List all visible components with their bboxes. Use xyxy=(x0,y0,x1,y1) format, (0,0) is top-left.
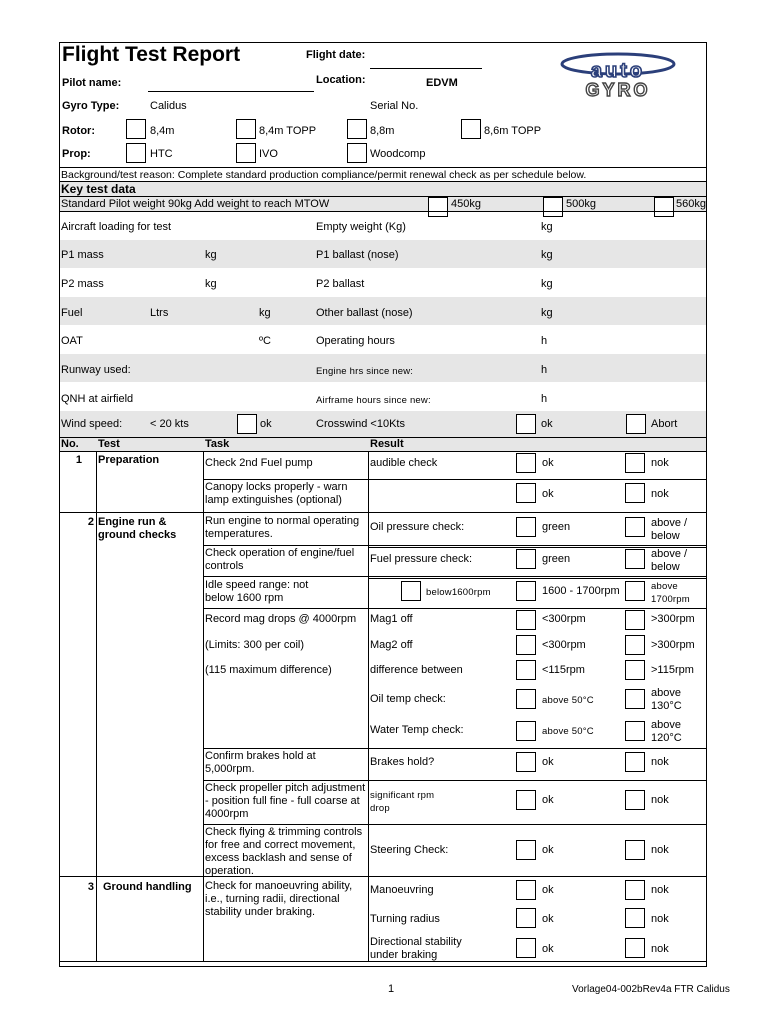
task-text: Check 2nd Fuel pump xyxy=(205,457,313,469)
divider xyxy=(59,167,707,168)
opt-b-label: nok xyxy=(651,844,669,856)
opt-a-label: above 50°C xyxy=(542,695,594,706)
opt-a-checkbox[interactable] xyxy=(516,938,536,958)
location-label: Location: xyxy=(316,74,366,86)
crosswind-label: Crosswind <10Kts xyxy=(316,418,405,430)
opt-a-label: ok xyxy=(542,913,554,925)
result-text: audible check xyxy=(370,457,438,469)
unit-kg: kg xyxy=(205,278,217,290)
pilot-weight-text: Standard Pilot weight 90kg Add weight to reach MTOW xyxy=(61,198,330,210)
row-line xyxy=(368,578,707,579)
opt-a-checkbox[interactable] xyxy=(516,790,536,810)
mtow-option-label: 500kg xyxy=(566,198,596,210)
row-line xyxy=(203,824,707,825)
section-number: 1 xyxy=(75,454,82,466)
opt-b-label: above 120°C xyxy=(651,719,682,744)
opt-b-checkbox[interactable] xyxy=(625,635,645,655)
opt-b-checkbox[interactable] xyxy=(625,721,645,741)
row-line xyxy=(203,608,707,609)
other-ballast-label: Other ballast (nose) xyxy=(316,307,413,319)
prop-woodcomp-checkbox[interactable] xyxy=(347,143,367,163)
opt-b-checkbox[interactable] xyxy=(625,752,645,772)
row-line xyxy=(203,545,707,546)
opt-b-label: nok xyxy=(651,457,669,469)
abort-label: Abort xyxy=(651,418,678,430)
gyro-type-label: Gyro Type: xyxy=(62,100,120,112)
opt-a-label: <300rpm xyxy=(542,613,586,625)
flight-date-field[interactable] xyxy=(370,68,482,69)
engine-hrs-label: Engine hrs since new: xyxy=(316,366,414,377)
form-title: Flight Test Report xyxy=(62,43,241,66)
ok-label: ok xyxy=(260,418,272,430)
rotor-8-6m-topp-checkbox[interactable] xyxy=(461,119,481,139)
opt-b-checkbox[interactable] xyxy=(625,483,645,503)
pilot-name-label: Pilot name: xyxy=(62,77,122,89)
opt-a-checkbox[interactable] xyxy=(516,721,536,741)
row-line xyxy=(203,748,707,749)
prop-ivo-checkbox[interactable] xyxy=(236,143,256,163)
section-divider xyxy=(59,512,707,513)
col-line xyxy=(368,451,369,961)
task-text: Check propeller pitch adjustment - position full fine - full coarse at 4000rpm xyxy=(205,782,366,820)
oat-label: OAT xyxy=(61,335,83,347)
rotor-option-label: 8,6m TOPP xyxy=(484,125,542,137)
opt-a-checkbox[interactable] xyxy=(516,880,536,900)
p1-mass-label: P1 mass xyxy=(61,249,104,261)
rotor-8-8m-checkbox[interactable] xyxy=(347,119,367,139)
col-result-header: Result xyxy=(370,438,404,450)
result-text: Oil pressure check: xyxy=(370,521,465,533)
prop-option-label: IVO xyxy=(259,148,278,160)
section-number: 3 xyxy=(87,881,94,893)
section-name: Ground handling xyxy=(103,881,192,893)
result-text: Turning radius xyxy=(370,913,440,925)
opt-a-checkbox[interactable] xyxy=(516,610,536,630)
result-text: Manoeuvring xyxy=(370,884,434,896)
row-line xyxy=(203,780,707,781)
task-text: Idle speed range: not below 1600 rpm xyxy=(205,579,309,604)
col-no-header: No. xyxy=(61,438,79,450)
background-reason: Background/test reason: Complete standard production compliance/permit renewal check as per schedule below. xyxy=(61,169,587,181)
unit-kg: kg xyxy=(541,307,553,319)
section-name: Preparation xyxy=(98,454,160,466)
opt-a-label: ok xyxy=(542,457,554,469)
gyro-type-value: Calidus xyxy=(150,100,187,112)
opt-a-checkbox[interactable] xyxy=(516,635,536,655)
result-text: below1600rpm xyxy=(426,587,491,598)
opt-a-label: ok xyxy=(542,943,554,955)
opt-b-checkbox[interactable] xyxy=(625,549,645,569)
unit-ltrs: Ltrs xyxy=(150,307,169,319)
col-task-header: Task xyxy=(205,438,230,450)
wind-speed-label: Wind speed: xyxy=(61,418,123,430)
opt-b-label: above 130°C xyxy=(651,687,682,712)
unit-kg: kg xyxy=(541,249,553,261)
opt-a-checkbox[interactable] xyxy=(516,549,536,569)
opt-a-checkbox[interactable] xyxy=(516,517,536,537)
opt-a-checkbox[interactable] xyxy=(516,752,536,772)
opt-b-label: above 1700rpm xyxy=(651,581,690,605)
opt-b-checkbox[interactable] xyxy=(625,610,645,630)
opt-b-checkbox[interactable] xyxy=(625,581,645,601)
opt-a-label: ok xyxy=(542,794,554,806)
qnh-label: QNH at airfield xyxy=(61,393,134,405)
opt-a-checkbox[interactable] xyxy=(516,689,536,709)
result-text: Brakes hold? xyxy=(370,756,435,768)
opt-a-checkbox[interactable] xyxy=(516,581,536,601)
rotor-option-label: 8,4m TOPP xyxy=(259,125,317,137)
unit-kg: kg xyxy=(205,249,217,261)
aircraft-loading-label: Aircraft loading for test xyxy=(61,221,172,233)
mtow-option-label: 560kg xyxy=(676,198,706,210)
unit-deg-c: ºC xyxy=(259,335,271,347)
opt-a-label: 1600 - 1700rpm xyxy=(542,585,620,597)
crosswind-abort-checkbox[interactable] xyxy=(626,414,646,434)
prop-htc-checkbox[interactable] xyxy=(126,143,146,163)
opt-b-label: above / below xyxy=(651,517,688,542)
rotor-8-4m-checkbox[interactable] xyxy=(126,119,146,139)
opt-b-label: above / below xyxy=(651,548,688,573)
opt-a-label: <115rpm xyxy=(542,664,585,676)
opt-a-label: green xyxy=(542,553,571,565)
row-line xyxy=(203,479,707,480)
p1-ballast-label: P1 ballast (nose) xyxy=(316,249,399,261)
task-text: Confirm brakes hold at 5,000rpm. xyxy=(205,750,316,775)
mtow-450-checkbox[interactable] xyxy=(428,197,448,217)
p2-mass-label: P2 mass xyxy=(61,278,104,290)
task-text: Canopy locks properly - warn lamp extinguishes (optional) xyxy=(205,481,348,506)
runway-label: Runway used: xyxy=(61,364,131,376)
task-text: Check operation of engine/fuel controls xyxy=(205,547,355,572)
opt-a-checkbox[interactable] xyxy=(516,908,536,928)
unit-kg: kg xyxy=(541,278,553,290)
col-test-header: Test xyxy=(98,438,120,450)
result-text: Oil temp check: xyxy=(370,693,446,705)
prop-option-label: HTC xyxy=(150,148,173,160)
opt-a-checkbox[interactable] xyxy=(516,660,536,680)
opt-a-label: ok xyxy=(542,488,554,500)
opt-b-label: >300rpm xyxy=(651,639,695,651)
p2-ballast-label: P2 ballast xyxy=(316,278,365,290)
opt-b-label: nok xyxy=(651,488,669,500)
result-text: Water Temp check: xyxy=(370,724,464,736)
key-test-heading-bg xyxy=(60,182,706,196)
opt-b-checkbox[interactable] xyxy=(625,689,645,709)
opt-b-checkbox[interactable] xyxy=(625,880,645,900)
opt-b-label: nok xyxy=(651,756,669,768)
pilot-name-field[interactable] xyxy=(148,91,314,92)
col-line xyxy=(203,451,204,961)
opt-a-checkbox[interactable] xyxy=(516,483,536,503)
wind-ok-checkbox[interactable] xyxy=(237,414,257,434)
section-name: Engine run & ground checks xyxy=(98,516,177,541)
unit-h: h xyxy=(541,393,548,405)
opt-a-label: above 50°C xyxy=(542,726,594,737)
opt-b-label: nok xyxy=(651,943,669,955)
opt-a-label: ok xyxy=(542,756,554,768)
mtow-560-checkbox[interactable] xyxy=(654,197,674,217)
ok-label: ok xyxy=(541,418,553,430)
rotor-8-4m-topp-checkbox[interactable] xyxy=(236,119,256,139)
section-number: 2 xyxy=(87,516,94,528)
task-text: (Limits: 300 per coil) xyxy=(205,639,305,651)
result-text: Directional stability under braking xyxy=(370,936,462,961)
unit-kg: kg xyxy=(541,221,553,233)
doc-reference: Vorlage04-002bRev4a FTR Calidus xyxy=(572,984,730,995)
serial-label: Serial No. xyxy=(370,100,419,112)
section-divider xyxy=(59,876,707,877)
result-text: significant rpm drop xyxy=(370,790,435,814)
opt-b-label: nok xyxy=(651,884,669,896)
opt-a-checkbox[interactable] xyxy=(516,453,536,473)
task-text: (115 maximum difference) xyxy=(205,664,332,676)
fuel-label: Fuel xyxy=(61,307,83,319)
rotor-label: Rotor: xyxy=(62,125,95,137)
result-text: difference between xyxy=(370,664,463,676)
opt-b-checkbox[interactable] xyxy=(625,840,645,860)
divider xyxy=(59,211,707,212)
opt-b-checkbox[interactable] xyxy=(625,660,645,680)
crosswind-ok-checkbox[interactable] xyxy=(516,414,536,434)
result-text: Mag1 off xyxy=(370,613,413,625)
operating-hours-label: Operating hours xyxy=(316,335,395,347)
mtow-option-label: 450kg xyxy=(451,198,481,210)
unit-h: h xyxy=(541,364,548,376)
wind-limit: < 20 kts xyxy=(150,418,189,430)
page-number: 1 xyxy=(388,983,395,995)
opt-b-checkbox[interactable] xyxy=(625,790,645,810)
opt-b-checkbox[interactable] xyxy=(625,517,645,537)
opt-b-label: >115rpm xyxy=(651,664,694,676)
opt-b-checkbox[interactable] xyxy=(625,938,645,958)
autogyro-logo xyxy=(558,44,678,100)
logo-text-bottom: GYRO xyxy=(585,80,651,100)
opt-b-label: >300rpm xyxy=(651,613,695,625)
task-text: Check flying & trimming controls for free and correct movement, excess backlash and sense of operation. xyxy=(205,826,363,877)
opt-b-checkbox[interactable] xyxy=(625,453,645,473)
opt-a-label: ok xyxy=(542,844,554,856)
opt-b-label: nok xyxy=(651,913,669,925)
rotor-option-label: 8,4m xyxy=(150,125,175,137)
empty-weight-label: Empty weight (Kg) xyxy=(316,221,406,233)
opt-a-label: ok xyxy=(542,884,554,896)
opt-a-label: <300rpm xyxy=(542,639,586,651)
opt-a-label: green xyxy=(542,521,571,533)
opt-b-label: nok xyxy=(651,794,669,806)
unit-kg: kg xyxy=(259,307,271,319)
task-text: Run engine to normal operating temperatures. xyxy=(205,515,360,540)
result-text: Mag2 off xyxy=(370,639,413,651)
opt-a-checkbox[interactable] xyxy=(516,840,536,860)
result-text: Fuel pressure check: xyxy=(370,553,473,565)
result-text: Steering Check: xyxy=(370,844,449,856)
rotor-option-label: 8,8m xyxy=(370,125,395,137)
opt-b-checkbox[interactable] xyxy=(625,908,645,928)
prop-option-label: Woodcomp xyxy=(370,148,426,160)
mtow-500-checkbox[interactable] xyxy=(543,197,563,217)
task-text: Record mag drops @ 4000rpm xyxy=(205,613,357,625)
below1600-checkbox[interactable] xyxy=(401,581,421,601)
task-text: Check for manoeuvring ability, i.e., turning radii, directional stability under braking. xyxy=(205,880,353,918)
key-test-heading: Key test data xyxy=(61,182,136,196)
prop-label: Prop: xyxy=(62,148,91,160)
col-line xyxy=(96,451,97,961)
row-line xyxy=(203,576,707,577)
unit-h: h xyxy=(541,335,548,347)
logo-text-top: auto xyxy=(590,60,646,82)
divider xyxy=(59,451,707,452)
location-value: EDVM xyxy=(426,77,458,89)
airframe-hrs-label: Airframe hours since new: xyxy=(316,395,431,406)
flight-date-label: Flight date: xyxy=(306,49,366,61)
